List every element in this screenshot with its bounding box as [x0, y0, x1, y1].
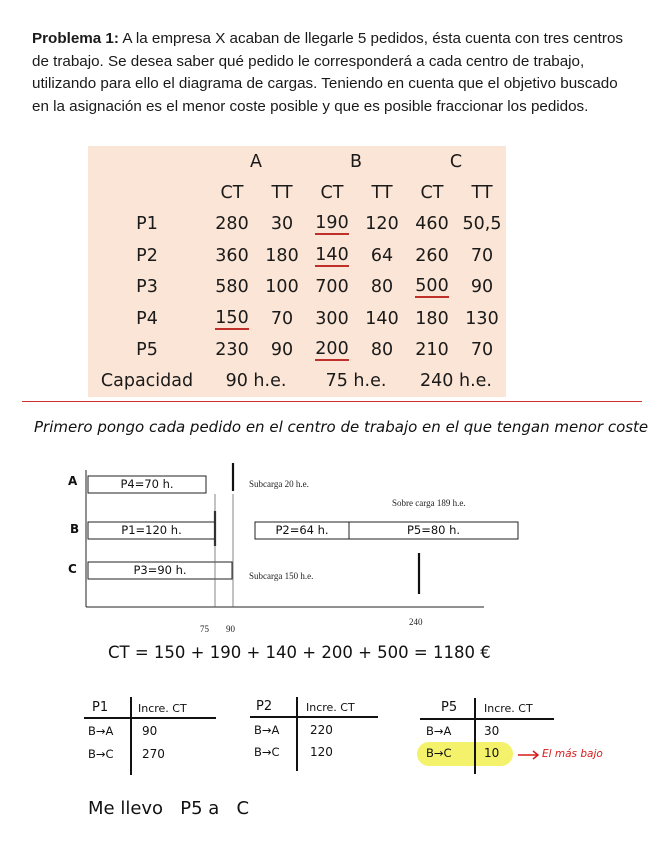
- bar-label-p2: P2=64 h.: [275, 523, 329, 537]
- row-label-c: C: [68, 562, 77, 576]
- table-cell: 80: [370, 277, 394, 298]
- capacity-value: 75 h.e.: [325, 371, 387, 392]
- capacity-value: 240 h.e.: [420, 371, 492, 392]
- group-header: B: [349, 151, 362, 172]
- incr-p1-col: Incre. CT: [138, 702, 187, 715]
- annotation-lowest: El más bajo: [542, 748, 603, 760]
- incr-p1-r2-val: 270: [142, 747, 165, 761]
- table-cell: 460: [415, 214, 449, 235]
- table-cell: 210: [415, 340, 449, 361]
- bar-label-p3: P3=90 h.: [133, 563, 187, 577]
- ct-formula: CT = 150 + 190 + 140 + 200 + 500 = 1180 €: [108, 643, 491, 662]
- underlined-min-cost: 190: [315, 213, 349, 234]
- row-label: P2: [136, 245, 158, 266]
- table-cell: 30: [270, 214, 294, 235]
- table-cell: 130: [465, 308, 499, 329]
- underlined-min-cost: 200: [315, 339, 349, 360]
- incr-p5-header: P5: [441, 700, 458, 715]
- table-cell: 300: [315, 308, 349, 329]
- row-label: P3: [136, 277, 158, 298]
- col-header: TT: [371, 183, 393, 204]
- tick-label-75: 75: [200, 624, 209, 634]
- table-cell: 280: [215, 214, 249, 235]
- incr-p1-r1-move: B→A: [88, 724, 114, 738]
- col-header: TT: [471, 183, 493, 204]
- table-cell: 580: [215, 277, 249, 298]
- row-label: P4: [136, 308, 158, 329]
- underlined-min-cost: 500: [415, 276, 449, 297]
- incr-p5-r2-val: 10: [484, 746, 500, 760]
- conclusion: Me llevo P5 a C: [88, 798, 250, 819]
- incr-p2-r2-val: 120: [310, 745, 333, 759]
- incr-p1-r1-val: 90: [142, 724, 158, 738]
- bar-label-p1: P1=120 h.: [121, 523, 182, 537]
- group-header: A: [250, 151, 262, 172]
- incr-p5-r2-move: B→C: [426, 746, 452, 760]
- incr-p2-r1-val: 220: [310, 723, 333, 737]
- incr-p1-header: P1: [92, 700, 109, 715]
- table-cell: 180: [265, 245, 299, 266]
- table-cell: 70: [270, 308, 294, 329]
- underlined-min-cost: 140: [315, 244, 349, 265]
- table-cell: 100: [265, 277, 299, 298]
- capacity-value: 90 h.e.: [225, 371, 287, 392]
- row-label-b: B: [70, 522, 80, 536]
- capacity-label: Capacidad: [100, 371, 194, 392]
- table-cell: 120: [365, 214, 399, 235]
- subcarga-a-label: Subcarga 20 h.e.: [249, 479, 309, 489]
- incr-p1-r2-move: B→C: [88, 747, 114, 761]
- subcarga-c-label: Subcarga 150 h.e.: [249, 571, 314, 581]
- tick-label-240: 240: [409, 617, 423, 627]
- incr-p5-col: Incre. CT: [484, 702, 533, 715]
- tick-label-90: 90: [226, 624, 235, 634]
- row-label: P5: [136, 340, 158, 361]
- table-cell: 260: [415, 245, 449, 266]
- table-cell: 80: [370, 340, 394, 361]
- table-cell: 70: [470, 340, 494, 361]
- table-cell: 90: [270, 340, 294, 361]
- problem-text: A la empresa X acaban de llegarle 5 pedidos, ésta cuenta con tres centros de trabajo. Se desea saber qué pedido le corresponderá a cada centro de trabajo, utilizando para ello el diagrama de cargas. Teniendo en cuenta que el objetivo buscado en la asignación es el menor coste posible y que es posible fraccionar los pedidos.: [32, 30, 623, 115]
- col-header: CT: [320, 183, 344, 204]
- col-header: TT: [271, 183, 293, 204]
- row-label: P1: [136, 214, 158, 235]
- row-label-a: A: [68, 474, 78, 488]
- problem-label: Problema 1:: [32, 30, 119, 47]
- table-cell: 50,5: [462, 214, 502, 235]
- incr-p2-r2-move: B→C: [254, 745, 280, 759]
- incr-p5-r1-move: B→A: [426, 724, 452, 738]
- table-cell: 360: [215, 245, 249, 266]
- table-cell: 180: [415, 308, 449, 329]
- col-header: CT: [420, 183, 444, 204]
- incr-p2-r1-move: B→A: [254, 723, 280, 737]
- table-cell: 70: [470, 245, 494, 266]
- table-cell: 90: [470, 277, 494, 298]
- table-cell: 700: [315, 277, 349, 298]
- bar-label-p4: P4=70 h.: [120, 477, 174, 491]
- group-header: C: [449, 151, 463, 172]
- incr-p2-header: P2: [256, 699, 273, 714]
- bar-label-p5: P5=80 h.: [406, 523, 461, 537]
- incr-p2-col: Incre. CT: [306, 701, 355, 714]
- col-header: CT: [220, 183, 244, 204]
- table-cell: 140: [365, 308, 399, 329]
- sobrecarga-b-label: Sobre carga 189 h.e.: [392, 498, 466, 508]
- underlined-min-cost: 150: [215, 307, 249, 328]
- incr-p5-r1-val: 30: [484, 724, 500, 738]
- handwritten-note: Primero pongo cada pedido en el centro de trabajo en el que tengan menor coste: [34, 418, 649, 436]
- table-cell: 64: [370, 245, 394, 266]
- table-cell: 230: [215, 340, 249, 361]
